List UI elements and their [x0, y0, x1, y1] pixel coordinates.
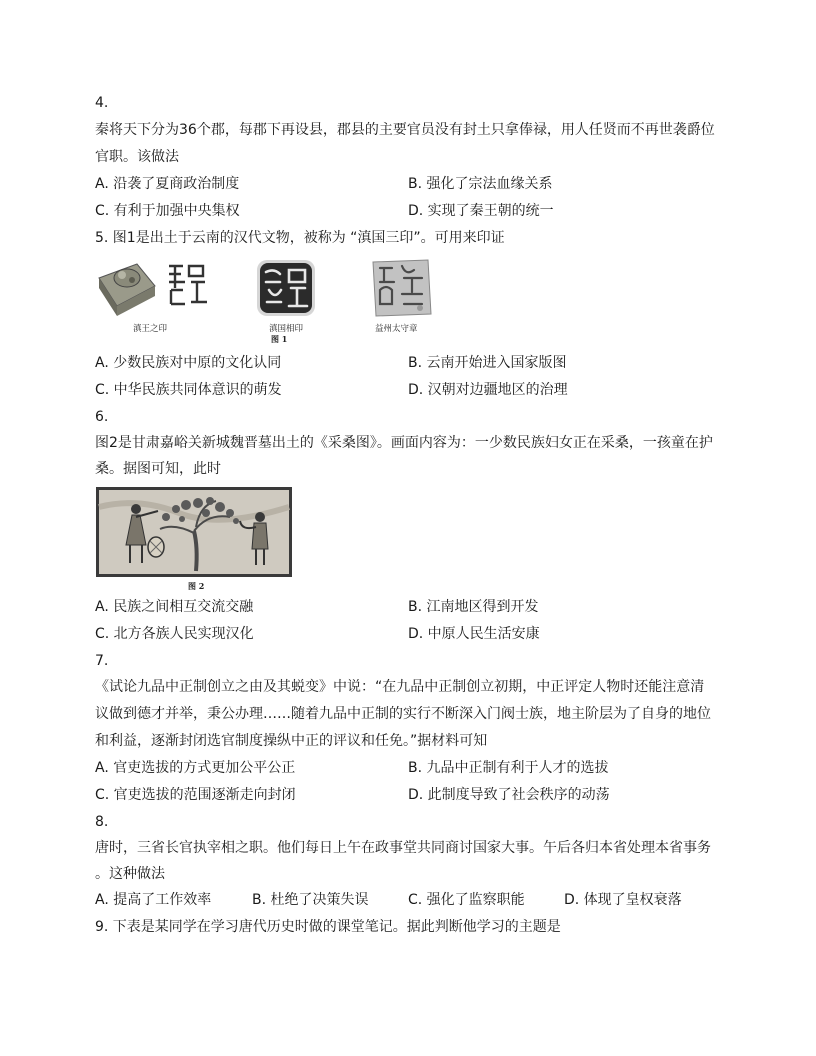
- q4-stem-line1: 秦将天下分为36个郡，每郡下再设县，郡县的主要官员没有封土只拿俸禄，用人任贤而不再世袭爵位: [95, 122, 715, 138]
- q4-option-b: B. 强化了宗法血缘关系: [408, 176, 553, 192]
- seal-caption-1: 滇王之印: [133, 324, 168, 334]
- q4-number: 4.: [95, 95, 109, 111]
- q4-stem-line2: 官职。该做法: [95, 149, 179, 165]
- q4-option-a: A. 沿袭了夏商政治制度: [95, 176, 240, 192]
- q5-option-a: A. 少数民族对中原的文化认同: [95, 355, 282, 371]
- q6-stem-line1: 图2是甘肃嘉峪关新城魏晋墓出土的《采桑图》。画面内容为：一少数民族妇女正在采桑，一孩童在护: [95, 435, 713, 451]
- q5-option-d: D. 汉朝对边疆地区的治理: [408, 382, 568, 398]
- seal-caption-3: 益州太守章: [375, 324, 418, 334]
- q8-option-d: D. 体现了皇权衰落: [564, 892, 682, 908]
- q7-stem-line1: 《试论九品中正制创立之由及其蜕变》中说：“在九品中正制创立初期，中正评定人物时还能注意清: [95, 679, 705, 695]
- q9-stem: 9. 下表是某同学在学习唐代历史时做的课堂笔记。据此判断他学习的主题是: [95, 919, 561, 935]
- q6-option-d: D. 中原人民生活安康: [408, 626, 540, 642]
- q7-stem-line3: 和利益，逐渐封闭选官制度操纵中正的评议和任免。”据材料可知: [95, 733, 488, 749]
- q4-option-d: D. 实现了秦王朝的统一: [408, 203, 554, 219]
- q7-number: 7.: [95, 653, 109, 669]
- q6-option-b: B. 江南地区得到开发: [408, 599, 539, 615]
- q7-option-d: D. 此制度导致了社会秩序的动荡: [408, 787, 610, 803]
- q8-number: 8.: [95, 814, 109, 830]
- seal-yizhou-taishou-image: [370, 258, 434, 318]
- q8-stem-line2: 。这种做法: [95, 866, 165, 882]
- q8-option-a: A. 提高了工作效率: [95, 892, 212, 908]
- q7-option-b: B. 九品中正制有利于人才的选拔: [408, 760, 609, 776]
- q8-option-c: C. 强化了监察职能: [408, 892, 525, 908]
- mulberry-picking-painting-image: [96, 487, 292, 577]
- q7-option-a: A. 官吏选拔的方式更加公平公正: [95, 760, 296, 776]
- q8-option-b: B. 杜绝了决策失误: [252, 892, 369, 908]
- q8-stem-line1: 唐时，三省长官执宰相之职。他们每日上午在政事堂共同商讨国家大事。午后各归本省处理本省事务: [95, 840, 711, 856]
- seal-caption-2: 滇国相印: [269, 324, 304, 334]
- q5-stem: 5. 图1是出土于云南的汉代文物，被称为 “滇国三印”。可用来印证: [95, 230, 505, 246]
- q4-option-c: C. 有利于加强中央集权: [95, 203, 240, 219]
- q7-option-c: C. 官吏选拔的范围逐渐走向封闭: [95, 787, 296, 803]
- q5-option-b: B. 云南开始进入国家版图: [408, 355, 567, 371]
- q5-option-c: C. 中华民族共同体意识的萌发: [95, 382, 282, 398]
- q6-option-c: C. 北方各族人民实现汉化: [95, 626, 254, 642]
- seal-dian-wang-image: [95, 256, 215, 318]
- figure-2-label: 图 2: [188, 581, 205, 591]
- q6-option-a: A. 民族之间相互交流交融: [95, 599, 254, 615]
- figure-1-label: 图 1: [271, 334, 288, 344]
- q6-stem-line2: 桑。据图可知，此时: [95, 461, 221, 477]
- q7-stem-line2: 议做到德才并举，秉公办理……随着九品中正制的实行不断深入门阀士族，地主阶层为了自身的地位: [95, 706, 711, 722]
- seal-dian-guo-xiang-image: [255, 258, 317, 318]
- q6-number: 6.: [95, 409, 109, 425]
